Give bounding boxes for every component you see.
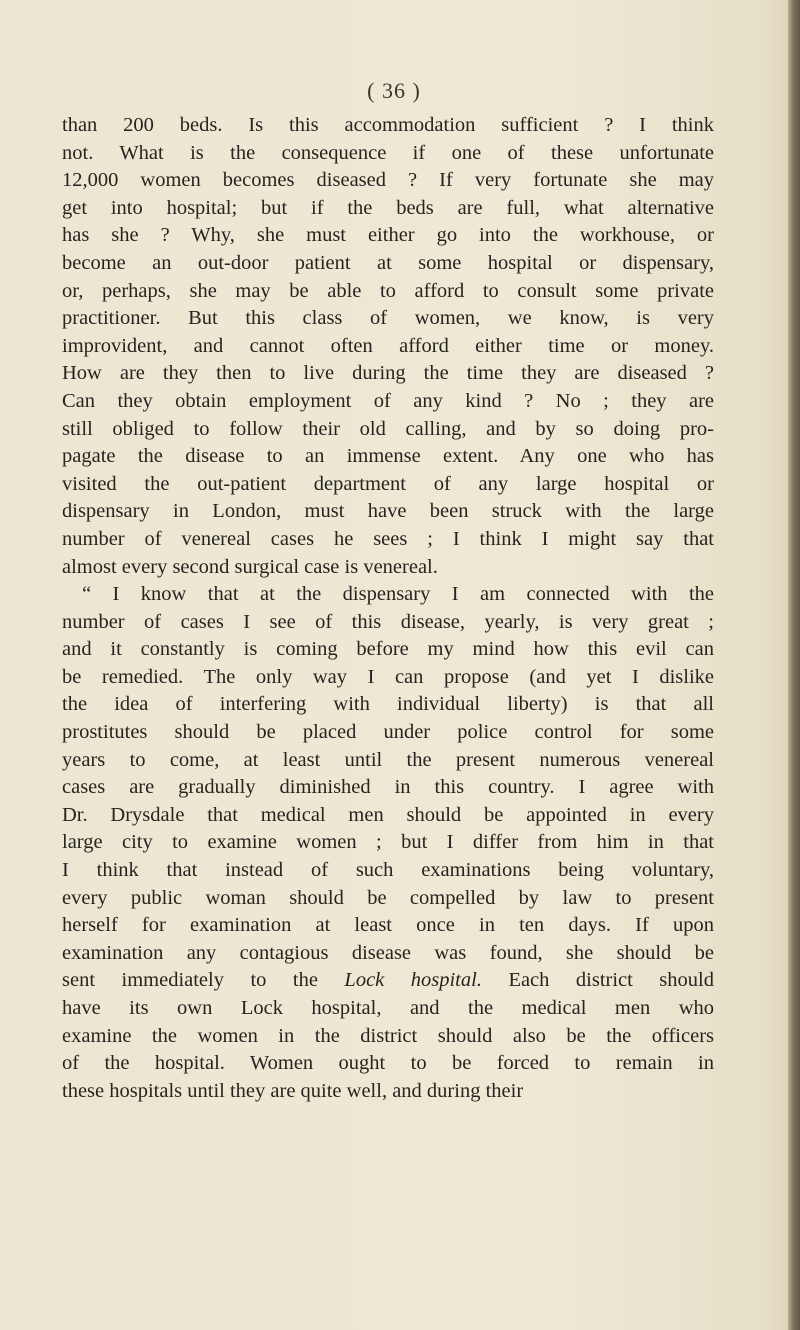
text-line: pagate the disease to an immense extent. Any one who has	[62, 445, 714, 468]
text-line: herself for examination at least once in ten days. If upon	[62, 914, 714, 937]
text-line-with-emphasis	[62, 967, 714, 995]
text-line: or, perhaps, she may be able to afford to consult some private	[62, 279, 714, 302]
text-line: examination any contagious disease was found, she should be	[62, 941, 714, 964]
text-segment: sent immediately to the	[62, 969, 318, 992]
text-line: I think that instead of such examinations being voluntary,	[62, 859, 714, 882]
text-line: have its own Lock hospital, and the medical men who	[62, 997, 714, 1019]
text-line: visited the out-patient department of any large hospital or	[62, 472, 714, 495]
text-line: not. What is the consequence if one of these unfortunate	[62, 141, 714, 164]
text-line: practitioner. But this class of women, we know, is very	[62, 307, 714, 330]
text-line: Can they obtain employment of any kind ? No ; they are	[62, 389, 714, 412]
text-line: How are they then to live during the time they are diseased ?	[62, 362, 714, 385]
text-line: get into hospital; but if the beds are full, what alternative	[62, 196, 714, 219]
text-line: large city to examine women ; but I differ from him in that	[62, 831, 714, 854]
text-line: examine the women in the district should also be the officers	[62, 1024, 714, 1047]
text-line: than 200 beds. Is this accommodation sufficient ? I think	[62, 114, 714, 136]
text-line: of the hospital. Women ought to be forced to remain in	[62, 1052, 714, 1075]
text-line: almost every second surgical case is venereal.	[62, 555, 438, 578]
text-line: has she ? Why, she must either go into the workhouse, or	[62, 224, 714, 247]
page-edge-shadow	[788, 0, 800, 1330]
text-line: “ I know that at the dispensary I am connected with the	[82, 583, 714, 606]
text-line: years to come, at least until the present numerous venereal	[62, 748, 714, 771]
emphasis-lock-hospital: Lock hospital.	[344, 969, 482, 992]
text-line: Dr. Drysdale that medical men should be appointed in every	[62, 803, 714, 826]
text-line: 12,000 women becomes diseased ? If very fortunate she may	[62, 169, 714, 192]
text-line: cases are gradually diminished in this country. I agree with	[62, 776, 714, 799]
text-segment: Each district should	[508, 969, 714, 992]
text-line: become an out-door patient at some hospital or dispensary,	[62, 251, 714, 274]
text-line: still obliged to follow their old calling, and by so doing pro-	[62, 417, 714, 440]
text-line: every public woman should be compelled by law to present	[62, 886, 714, 909]
page-number: ( 36 )	[367, 78, 421, 103]
text-line: dispensary in London, must have been struck with the large	[62, 500, 714, 523]
text-line: the idea of interfering with individual liberty) is that all	[62, 693, 714, 716]
text-line: be remedied. The only way I can propose (and yet I dislike	[62, 665, 714, 688]
text-line: and it constantly is coming before my mind how this evil can	[62, 638, 714, 661]
body-text	[62, 112, 714, 1105]
text-line: these hospitals until they are quite well, and during their	[62, 1079, 524, 1102]
text-line: number of cases I see of this disease, yearly, is very great ;	[62, 610, 714, 633]
text-line: prostitutes should be placed under police control for some	[62, 721, 714, 744]
text-line: improvident, and cannot often afford either time or money.	[62, 334, 714, 357]
text-line: number of venereal cases he sees ; I think I might say that	[62, 527, 714, 550]
